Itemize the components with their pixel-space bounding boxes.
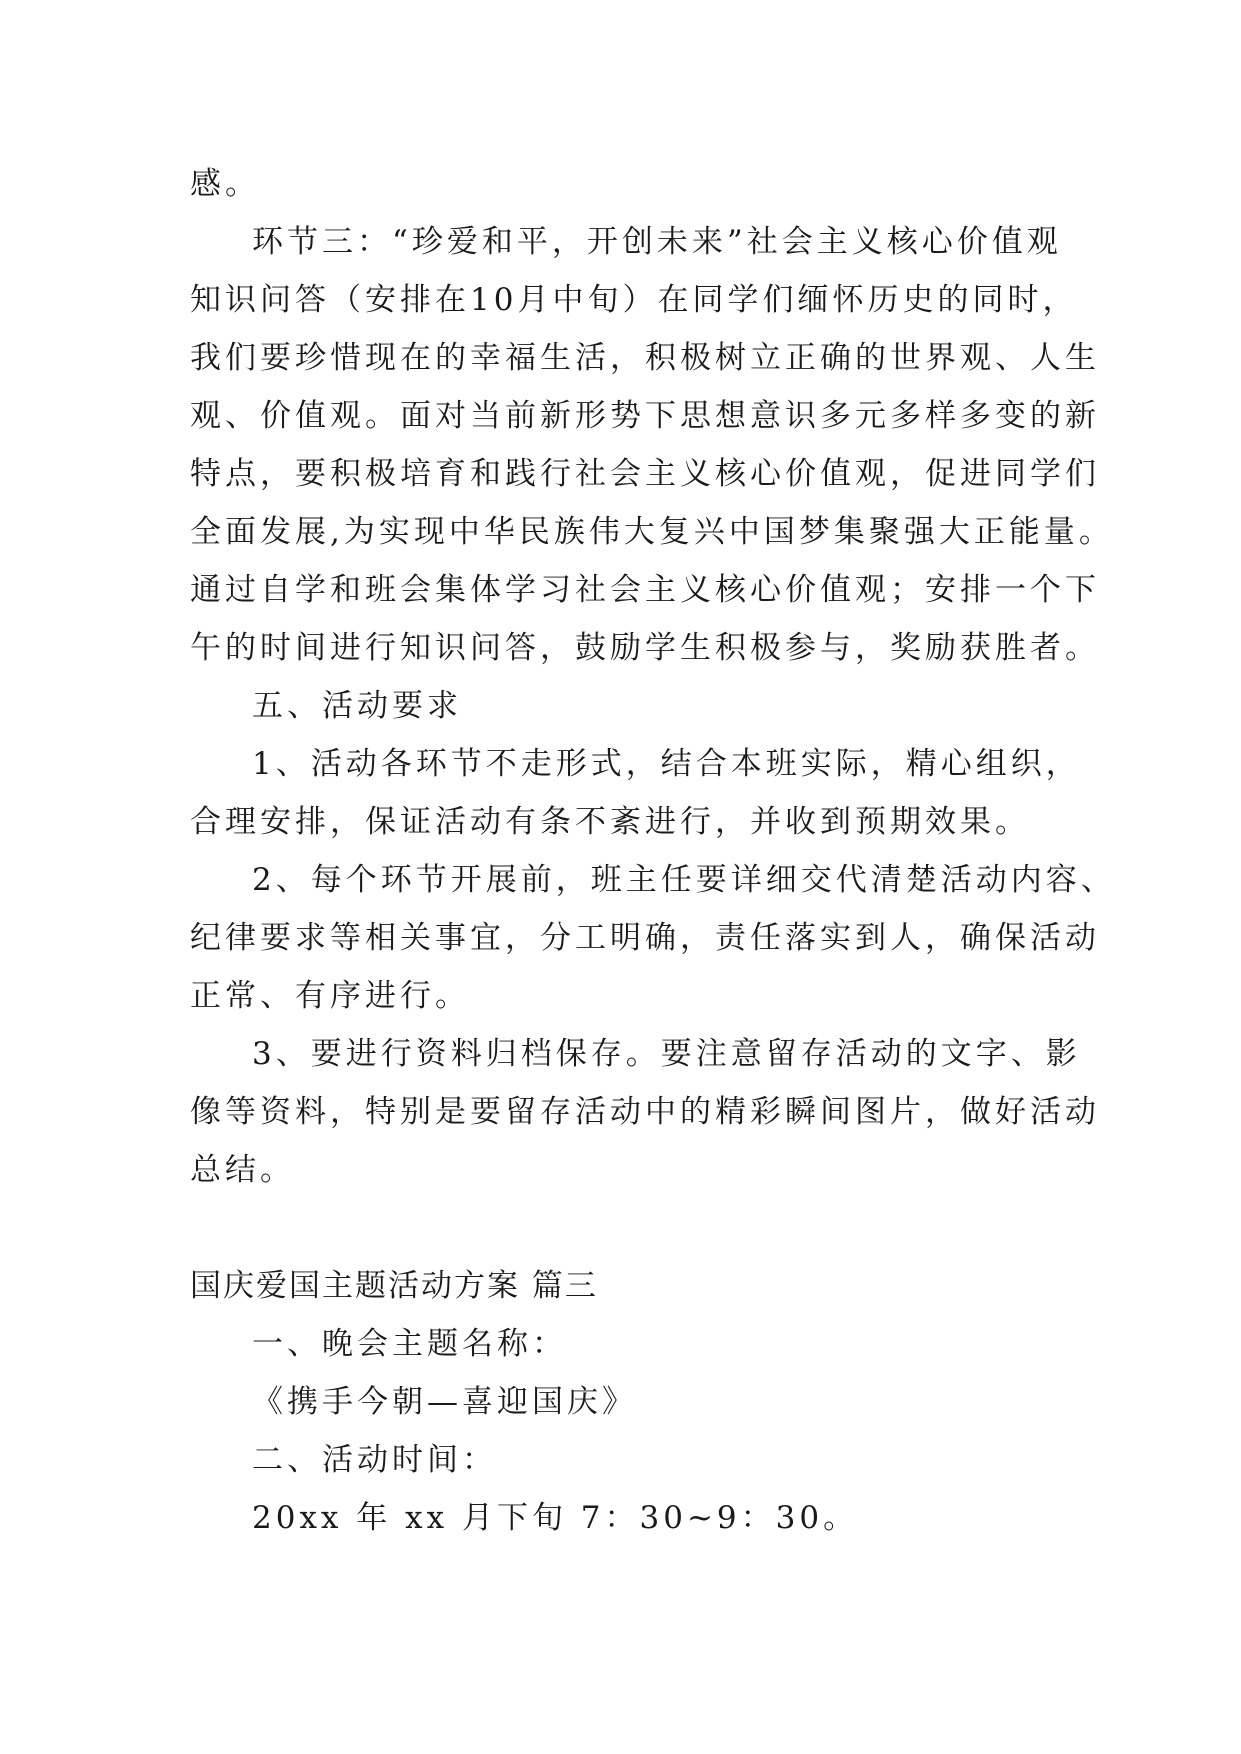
paragraph-line: 全面发展,为实现中华民族伟大复兴中国梦集聚强大正能量。 [190,514,1114,550]
paragraph-line: 纪律要求等相关事宜，分工明确，责任落实到人，确保活动 [190,920,1100,956]
paragraph-line: 知识问答（安排在10月中旬）在同学们缅怀历史的同时， [190,282,1078,318]
paragraph-line: 特点，要积极培育和践行社会主义核心价值观，促进同学们 [190,456,1100,492]
section-heading: 二、活动时间： [252,1442,497,1478]
paragraph-line: 环节三：“珍爱和平，开创未来”社会主义核心价值观 [252,224,1062,260]
paragraph-line: 3、要进行资料归档保存。要注意留存活动的文字、影 [252,1036,1081,1072]
paragraph-line: 感。 [190,166,260,202]
paragraph-line: 午的时间进行知识问答，鼓励学生积极参与，奖励获胜者。 [190,630,1100,666]
paragraph-line: 1、活动各环节不走形式，结合本班实际，精心组织， [252,746,1081,782]
paragraph-line: 20xx 年 xx 月下旬 7：30~9：30。 [252,1500,859,1536]
section-heading: 一、晚会主题名称： [252,1326,567,1362]
paragraph-line: 总结。 [190,1152,295,1188]
paragraph-line: 正常、有序进行。 [190,978,470,1014]
paragraph-line: 《携手今朝—喜迎国庆》 [252,1384,637,1420]
paragraph-line: 合理安排，保证活动有条不紊进行，并收到预期效果。 [190,804,1030,840]
section-heading: 五、活动要求 [252,688,462,724]
paragraph-line: 观、价值观。面对当前新形势下思想意识多元多样多变的新 [190,398,1100,434]
paragraph-line: 2、每个环节开展前，班主任要详细交代清楚活动内容、 [252,862,1116,898]
article-title: 国庆爱国主题活动方案 篇三 [190,1268,598,1304]
paragraph-line: 像等资料，特别是要留存活动中的精彩瞬间图片，做好活动 [190,1094,1100,1130]
paragraph-line: 通过自学和班会集体学习社会主义核心价值观；安排一个下 [190,572,1100,608]
paragraph-line: 我们要珍惜现在的幸福生活，积极树立正确的世界观、人生 [190,340,1100,376]
